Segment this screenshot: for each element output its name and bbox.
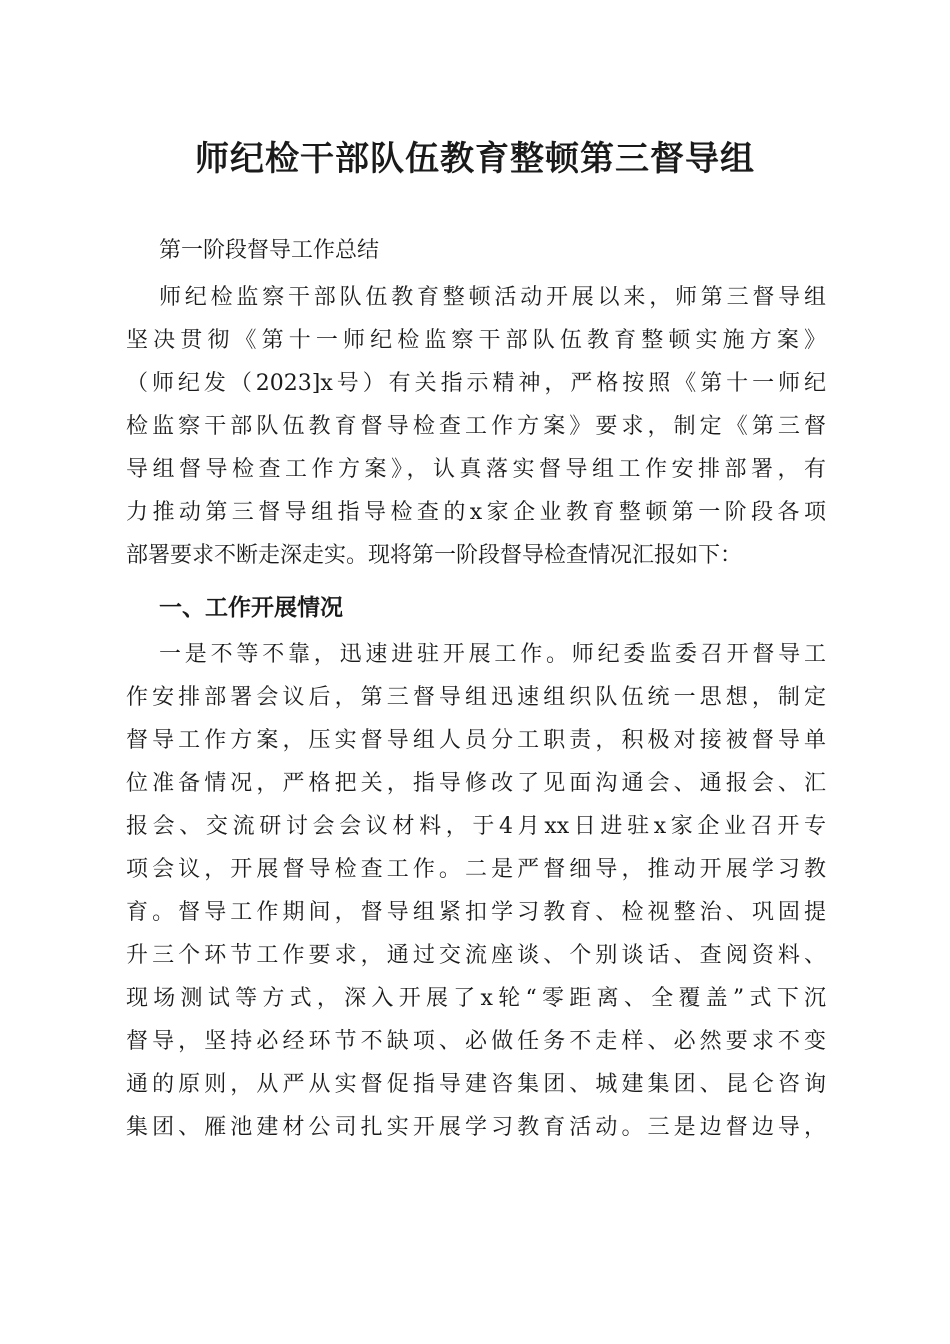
section-line: 育。督导工作期间，督导组紧扣学习教育、检视整治、巩固提 — [126, 900, 826, 925]
section-line: 项会议，开展督导检查工作。二是严督细导，推动开展学习教 — [126, 857, 826, 882]
section-line: 集团、雁池建材公司扎实开展学习教育活动。三是边督边导， — [126, 1115, 826, 1140]
intro-line: 师纪检监察干部队伍教育整顿活动开展以来，师第三督导组 — [159, 285, 826, 310]
section-line: 升三个环节工作要求，通过交流座谈、个别谈话、查阅资料、 — [126, 943, 826, 968]
section-line: 位准备情况，严格把关，指导修改了见面沟通会、通报会、汇 — [126, 771, 826, 796]
section-line: 督导，坚持必经环节不缺项、必做任务不走样、必然要求不变 — [126, 1029, 826, 1054]
section-line: 报会、交流研讨会会议材料，于4月xx日进驻x家企业召开专 — [126, 814, 826, 839]
section-line: 一是不等不靠，迅速进驻开展工作。师纪委监委召开督导工 — [159, 642, 826, 667]
intro-line: 坚决贯彻《第十一师纪检监察干部队伍教育整顿实施方案》 — [126, 328, 826, 353]
document-subtitle: 第一阶段督导工作总结 — [159, 238, 380, 263]
section-line: 督导工作方案，压实督导组人员分工职责，积极对接被督导单 — [126, 728, 826, 753]
section-line: 作安排部署会议后，第三督导组迅速组织队伍统一思想，制定 — [126, 685, 826, 710]
intro-line: 导组督导检查工作方案》，认真落实督导组工作安排部署，有 — [126, 457, 826, 482]
section-line: 通的原则，从严从实督促指导建咨集团、城建集团、昆仑咨询 — [126, 1072, 826, 1097]
document-title: 师纪检干部队伍教育整顿第三督导组 — [195, 139, 755, 179]
intro-line: 部署要求不断走深走实。现将第一阶段督导检查情况汇报如下： — [126, 543, 743, 568]
intro-line: （师纪发（2023]x号）有关指示精神，严格按照《第十一师纪 — [126, 371, 826, 396]
intro-line: 检监察干部队伍教育督导检查工作方案》要求，制定《第三督 — [126, 414, 826, 439]
section-heading: 一、工作开展情况 — [159, 595, 343, 621]
intro-line: 力推动第三督导组指导检查的x家企业教育整顿第一阶段各项 — [126, 500, 826, 525]
section-line: 现场测试等方式，深入开展了x轮“零距离、全覆盖”式下沉 — [126, 986, 826, 1011]
